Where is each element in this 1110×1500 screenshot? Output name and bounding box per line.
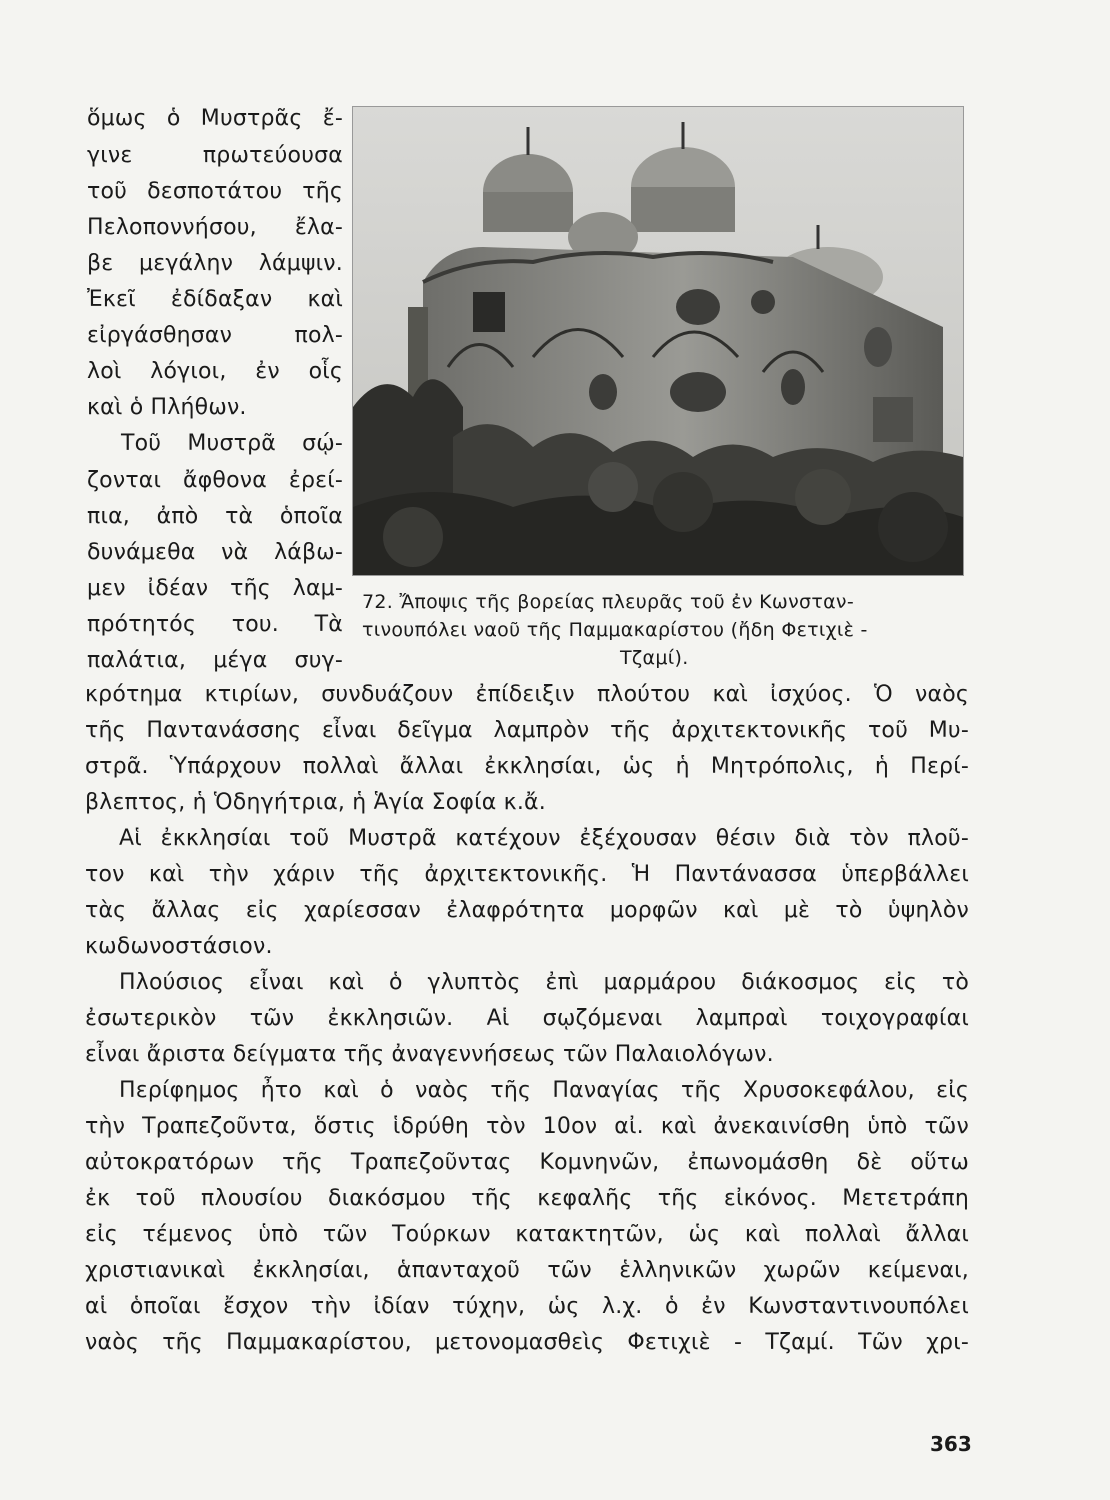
text-line: ἐσωτερικὸν τῶν ἐκκλησιῶν. Αἱ σῳζόμεναι λαμπραὶ τοιχογραφίαι: [85, 1006, 969, 1031]
text-line: εἶναι ἄριστα δείγματα τῆς ἀναγεννήσεως τῶν Παλαιολόγων.: [85, 1042, 774, 1067]
church-photograph: [352, 106, 964, 576]
text-line: ναὸς τῆς Παμμακαρίστου, μετονομασθεὶς Φετιχιὲ - Τζαμί. Τῶν χρι-: [85, 1330, 969, 1355]
text-line: τον καὶ τὴν χάριν τῆς ἀρχιτεκτονικῆς. Ἡ Παντάνασσα ὑπερβάλλει: [85, 862, 969, 887]
text-line: Περίφημος ἦτο καὶ ὁ ναὸς τῆς Παναγίας τῆς Χρυσοκεφάλου, εἰς: [119, 1078, 969, 1103]
text-line: στρᾶ. Ὑπάρχουν πολλαὶ ἄλλαι ἐκκλησίαι, ὡς ἡ Μητρόπολις, ἡ Περί-: [85, 754, 969, 779]
text-line: Τοῦ Μυστρᾶ σῴ-: [121, 431, 343, 456]
text-line: ζονται ἄφθονα ἐρεί-: [87, 468, 343, 493]
text-line: λοὶ λόγιοι, ἐν οἷς: [87, 359, 343, 384]
text-line: Ἐκεῖ ἐδίδαξαν καὶ: [87, 287, 343, 312]
text-line: κωδωνοστάσιον.: [85, 934, 273, 959]
text-line: δυνάμεθα νὰ λάβω-: [87, 540, 343, 565]
text-line: εἰργάσθησαν πολ-: [87, 323, 343, 348]
text-line: ὅμως ὁ Μυστρᾶς ἔ-: [87, 106, 343, 131]
figure-caption-line: 72. Ἄποψις τῆς βορείας πλευρᾶς τοῦ ἐν Κωνσταν-: [362, 591, 854, 613]
text-line: παλάτια, μέγα συγ-: [87, 648, 343, 673]
text-line: τοῦ δεσποτάτου τῆς: [87, 179, 343, 204]
text-line: βλεπτος, ἡ Ὁδηγήτρια, ἡ Ἁγία Σοφία κ.ἄ.: [85, 790, 546, 815]
text-line: βε μεγάλην λάμψιν.: [87, 251, 343, 276]
text-line: Αἱ ἐκκλησίαι τοῦ Μυστρᾶ κατέχουν ἐξέχουσαν θέσιν διὰ τὸν πλοῦ-: [119, 826, 969, 851]
text-line: αἱ ὁποῖαι ἔσχον τὴν ἰδίαν τύχην, ὡς λ.χ. ὁ ἐν Κωνσταντινουπόλει: [85, 1294, 969, 1319]
text-line: εἰς τέμενος ὑπὸ τῶν Τούρκων κατακτητῶν, ὡς καὶ πολλαὶ ἄλλαι: [85, 1222, 969, 1247]
text-line: Πλούσιος εἶναι καὶ ὁ γλυπτὸς ἐπὶ μαρμάρου διάκοσμος εἰς τὸ: [119, 970, 969, 995]
figure-caption-line: τινουπόλει ναοῦ τῆς Παμμακαρίστου (ἤδη Φετιχιὲ -: [362, 619, 868, 641]
text-line: καὶ ὁ Πλήθων.: [87, 395, 247, 420]
figure-caption-line: Τζαμί).: [620, 647, 689, 669]
text-line: πια, ἀπὸ τὰ ὁποῖα: [87, 504, 343, 529]
text-line: Πελοποννήσου, ἔλα-: [87, 215, 343, 240]
text-line: πρότητός του. Τὰ: [87, 612, 343, 637]
text-line: ἐκ τοῦ πλουσίου διακόσμου τῆς κεφαλῆς τῆς εἰκόνος. Μετετράπη: [85, 1186, 969, 1211]
text-line: κρότημα κτιρίων, συνδυάζουν ἐπίδειξιν πλούτου καὶ ἰσχύος. Ὁ ναὸς: [85, 682, 969, 707]
text-line: τῆς Παντανάσσης εἶναι δεῖγμα λαμπρὸν τῆς ἀρχιτεκτονικῆς τοῦ Μυ-: [85, 718, 969, 743]
text-line: τὰς ἄλλας εἰς χαρίεσσαν ἐλαφρότητα μορφῶν καὶ μὲ τὸ ὑψηλὸν: [85, 898, 969, 923]
text-line: γινε πρωτεύουσα: [87, 143, 343, 168]
page-number: 363: [930, 1432, 972, 1456]
text-line: τὴν Τραπεζοῦντα, ὅστις ἱδρύθη τὸν 10ον αἰ. καὶ ἀνεκαινίσθη ὑπὸ τῶν: [85, 1114, 969, 1139]
text-line: μεν ἰδέαν τῆς λαμ-: [87, 576, 343, 601]
church-illustration: [353, 107, 963, 575]
text-line: αὐτοκρατόρων τῆς Τραπεζοῦντας Κομνηνῶν, ἐπωνομάσθη δὲ οὕτω: [85, 1150, 969, 1175]
text-line: χριστιανικαὶ ἐκκλησίαι, ἁπανταχοῦ τῶν ἑλληνικῶν χωρῶν κείμεναι,: [85, 1258, 969, 1283]
